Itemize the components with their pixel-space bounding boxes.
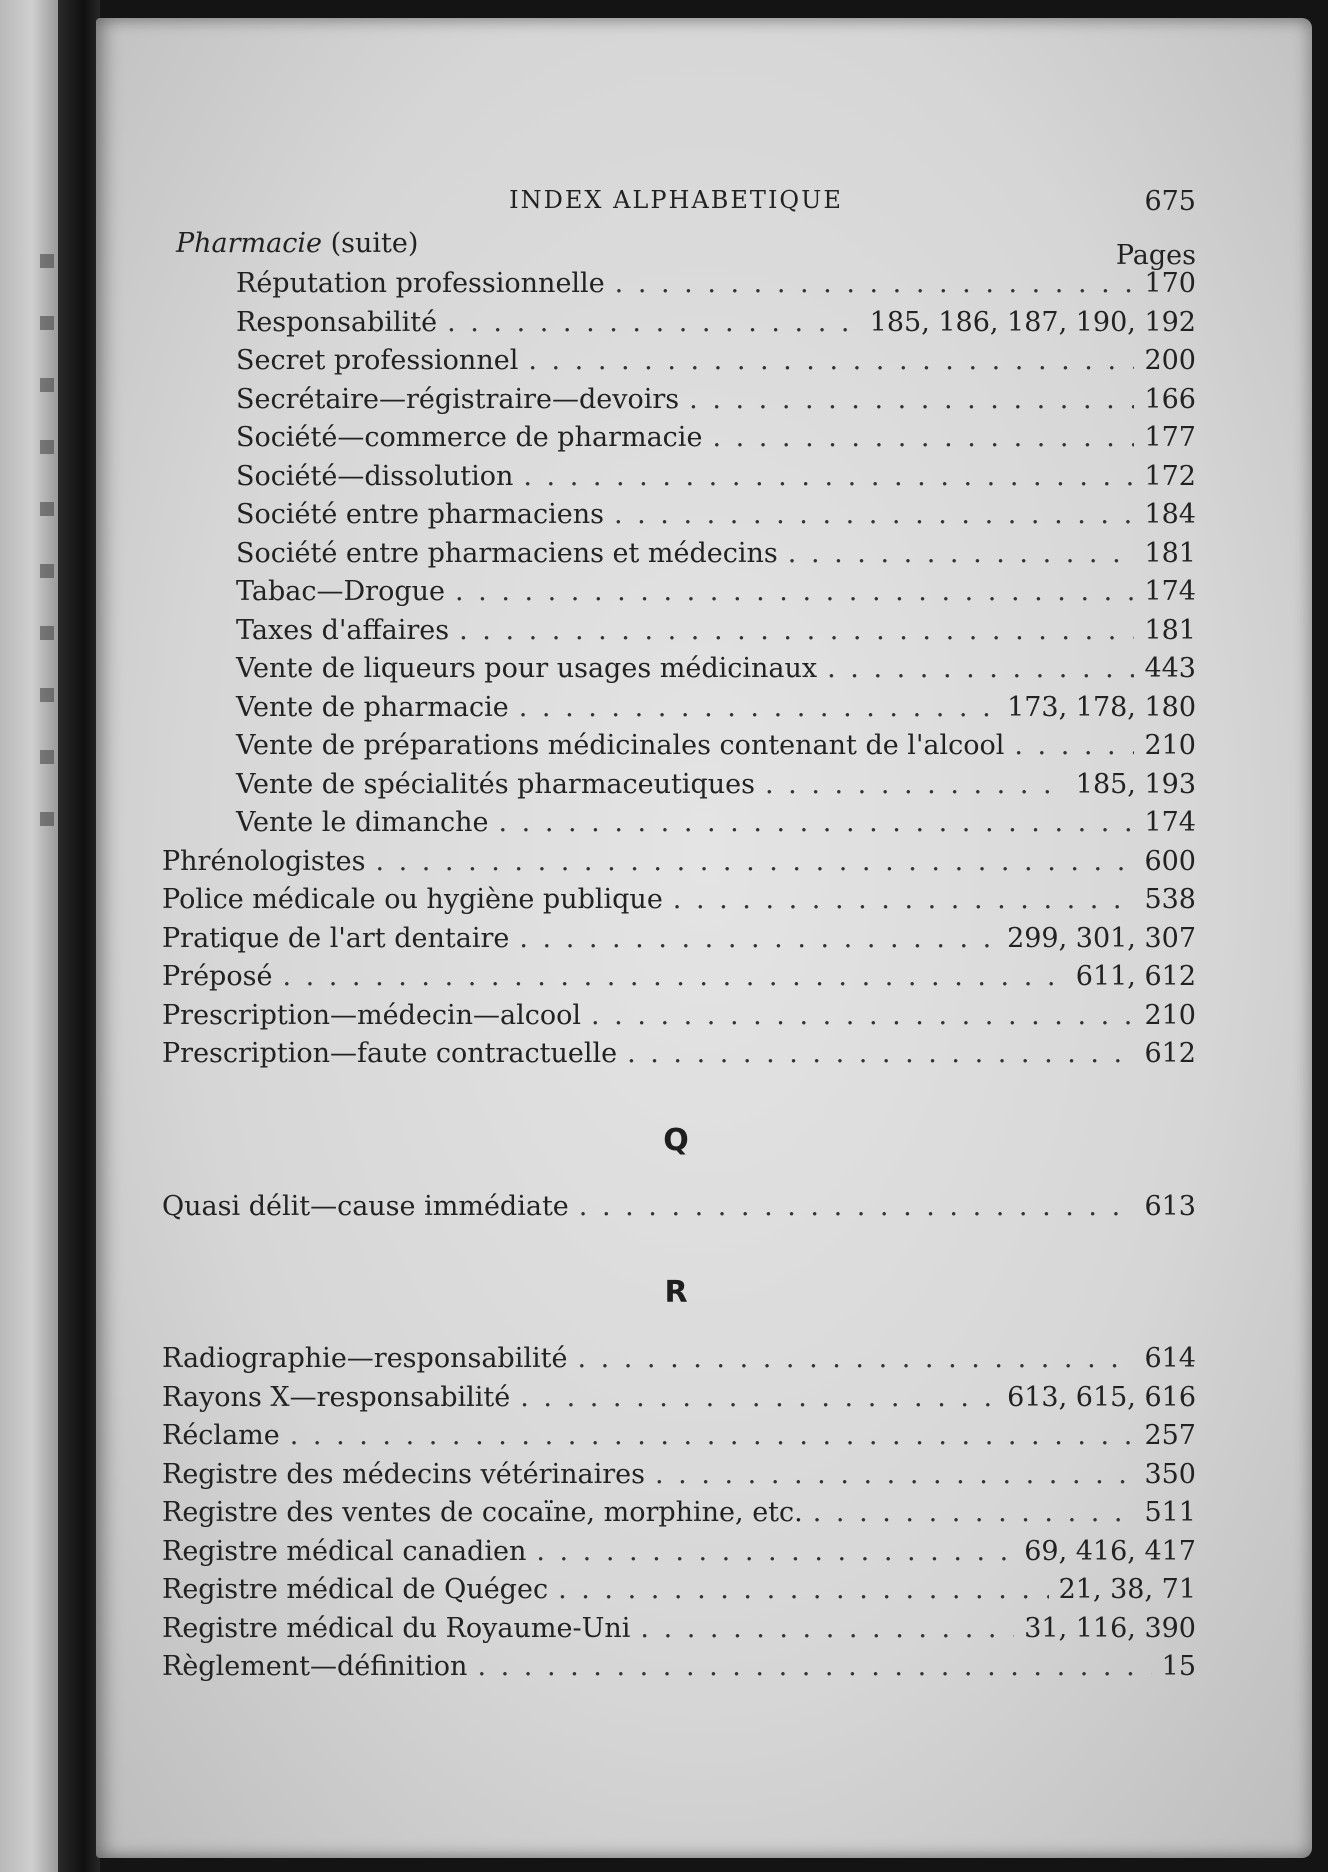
entry-label: Rayons X—responsabilité [162,1381,511,1413]
dot-leader [523,461,1134,492]
dot-leader [499,807,1135,838]
entry-label: Vente le dimanche [236,807,489,838]
index-entry [156,1536,1196,1575]
entry-pages: 612 [1144,1038,1196,1069]
dot-leader [712,422,1134,453]
entry-label: Registre des ventes de cocaïne, morphine, etc. [162,1497,803,1528]
entry-pages: 538 [1144,884,1196,915]
index-entry [156,730,1196,769]
entry-label: Société entre pharmaciens [236,499,604,530]
entry-pages: 613 [1144,1190,1196,1222]
dot-leader [375,846,1134,877]
dot-leader [591,1000,1134,1031]
entry-pages: 611, 612 [1075,961,1196,992]
index-entry [156,923,1196,962]
index-entry [156,461,1196,500]
index-entry [156,307,1196,346]
entry-pages: 21, 38, 71 [1058,1574,1196,1605]
index-entry [156,1459,1196,1498]
index-entry [156,268,1196,307]
index-entry [156,615,1196,654]
entry-label: Société entre pharmaciens et médecins [236,537,778,569]
entry-pages: 613, 615, 616 [1007,1381,1196,1413]
dot-leader [813,1497,1135,1528]
entry-label: Phrénologistes [162,845,366,877]
entry-pages: 15 [1161,1651,1196,1682]
entry-pages: 614 [1144,1343,1196,1374]
entry-label: Société—commerce de pharmacie [236,422,703,453]
entry-label: Vente de pharmacie [236,691,509,723]
previous-page-text-fragments [40,220,54,860]
entry-label: Réputation professionnelle [236,268,605,299]
index-entry [156,1497,1196,1536]
index-entry [156,499,1196,538]
dot-leader [290,1420,1135,1451]
entry-label: Quasi délit—cause immédiate [162,1190,569,1222]
entry-pages: 185, 186, 187, 190, 192 [869,306,1196,338]
entry-pages: 172 [1144,460,1196,492]
entry-label: Prescription—faute contractuelle [162,1038,618,1069]
entry-label: Règlement—définition [162,1651,468,1682]
pharmacie-heading-text [176,228,418,259]
section-letter-r: R [664,1275,688,1310]
entry-pages: 350 [1144,1458,1196,1490]
entry-pages: 210 [1144,730,1196,761]
dot-leader [455,576,1134,607]
entry-label: Registre médical du Royaume-Uni [162,1612,631,1644]
index-entry [156,846,1196,885]
entry-label: Prescription—médecin—alcool [162,999,581,1031]
index-entry [156,1000,1196,1039]
running-title: INDEX ALPHABETIQUE [509,186,843,214]
entry-label: Société—dissolution [236,460,514,492]
index-entry [156,692,1196,731]
dot-leader [520,1382,997,1413]
entry-label: Radiographie—responsabilité [162,1343,568,1374]
index-entry [156,1420,1196,1459]
section-letter-q: Q [663,1122,689,1158]
entry-pages: 170 [1144,268,1196,299]
dot-leader [459,615,1134,646]
dot-leader [615,268,1135,299]
entry-pages: 69, 416, 417 [1024,1535,1196,1567]
index-entry [156,538,1196,577]
dot-leader [640,1613,1014,1644]
q-entries [156,1191,1196,1230]
dot-leader [282,961,1065,992]
entry-pages: 185, 193 [1075,768,1196,800]
dot-leader [558,1574,1049,1605]
index-entry [156,384,1196,423]
dot-leader [655,1459,1134,1490]
dot-leader [827,653,1134,684]
dot-leader [536,1536,1014,1567]
entry-pages: 174 [1144,807,1196,838]
r-entries [156,1343,1196,1690]
entry-pages: 200 [1144,345,1196,376]
entry-pages: 257 [1144,1420,1196,1451]
entry-label: Registre médical de Quégec [162,1574,549,1605]
entry-pages: 443 [1144,653,1196,684]
dot-leader [577,1343,1134,1374]
entry-label: Vente de préparations médicinales contenant de l'alcool [236,730,1005,761]
entry-label: Registre des médecins vétérinaires [162,1458,645,1490]
dot-leader [614,499,1135,530]
index-entry [156,1382,1196,1421]
entry-pages: 511 [1144,1497,1196,1528]
entry-label: Responsabilité [236,306,438,338]
entry-pages: 174 [1144,576,1196,607]
entry-label: Police médicale ou hygiène publique [162,884,663,915]
entry-pages: 173, 178, 180 [1007,691,1196,723]
dot-leader [627,1038,1134,1069]
entry-pages: 600 [1144,845,1196,877]
pages-column-label: Pages [1115,240,1196,271]
index-entry [156,1574,1196,1613]
previous-page-edge [0,0,58,1872]
dot-leader [579,1191,1135,1222]
entry-pages: 177 [1144,422,1196,453]
entry-pages: 181 [1144,537,1196,569]
entry-label: Secret professionnel [236,345,519,376]
p-entries [156,846,1196,1077]
index-entry [156,1343,1196,1382]
index-page [96,18,1312,1858]
entry-pages: 210 [1144,999,1196,1031]
entry-label: Vente de spécialités pharmaceutiques [236,768,756,800]
index-entry [156,884,1196,923]
pharmacie-subentries [156,268,1196,846]
dot-leader [673,884,1135,915]
pharmacie-term: Pharmacie [176,228,322,259]
pharmacie-heading [156,228,1196,271]
entry-pages: 184 [1144,499,1196,530]
dot-leader [528,345,1134,376]
index-entry [156,807,1196,846]
entry-label: Préposé [162,961,273,992]
dot-leader [689,384,1134,415]
dot-leader [519,923,997,954]
index-entry [156,422,1196,461]
entry-pages: 299, 301, 307 [1007,922,1196,954]
index-entry [156,1613,1196,1652]
entry-label: Secrétaire—régistraire—devoirs [236,383,680,415]
entry-label: Taxes d'affaires [236,614,450,646]
index-entry [156,961,1196,1000]
entry-label: Réclame [162,1420,280,1451]
index-entry [156,769,1196,808]
dot-leader [519,692,997,723]
dot-leader [477,1651,1151,1682]
index-content [156,168,1196,1690]
dot-leader [1014,730,1134,761]
page-number: 675 [1144,186,1196,217]
index-entry [156,576,1196,615]
running-header [156,168,1196,228]
entry-label: Pratique de l'art dentaire [162,922,510,954]
entry-label: Registre médical canadien [162,1535,527,1567]
dot-leader [788,538,1135,569]
index-entry [156,1038,1196,1077]
book-gutter [58,0,100,1872]
index-entry [156,345,1196,384]
index-entry [156,1191,1196,1230]
entry-label: Tabac—Drogue [236,576,445,607]
pharmacie-suffix: (suite) [330,228,419,259]
index-entry [156,1651,1196,1690]
entry-label: Vente de liqueurs pour usages médicinaux [236,653,818,684]
entry-pages: 31, 116, 390 [1024,1612,1196,1644]
entry-pages: 181 [1144,614,1196,646]
dot-leader [765,769,1066,800]
entry-pages: 166 [1144,383,1196,415]
dot-leader [447,307,860,338]
index-entry [156,653,1196,692]
